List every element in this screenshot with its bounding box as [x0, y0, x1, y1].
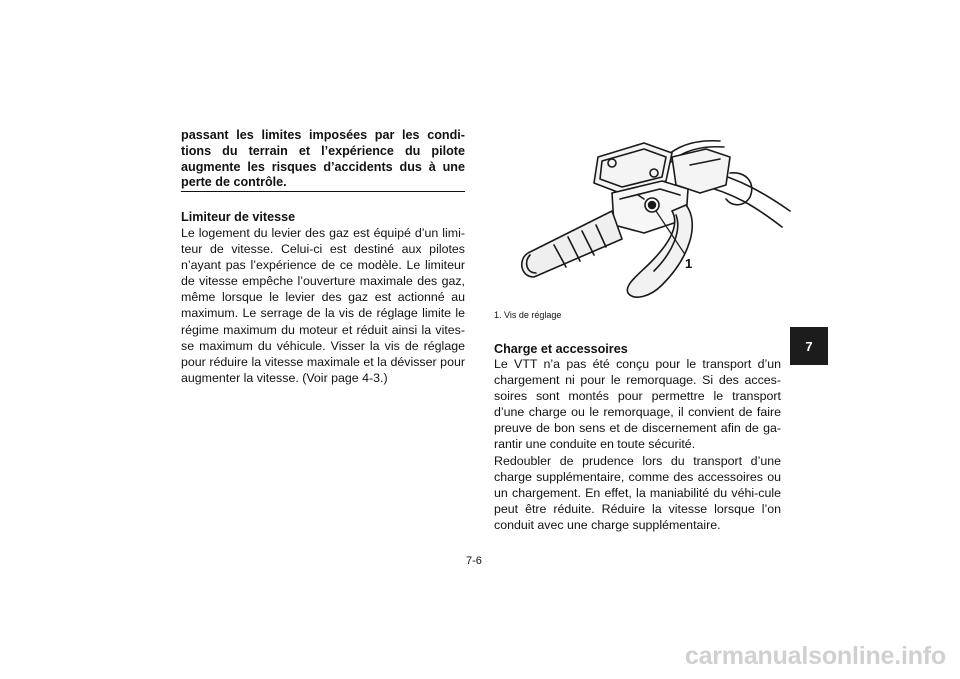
- speed-limiter-body: Le logement du levier des gaz est équipé d’un limi-teur de vitesse. Celui-ci est destiné aux pilotes n’ayant pas l’expérience de ce modèle. Le limiteur de vitesse empêche l’ouverture maximale des gaz, même lorsque le levier des gaz est actionné au maximum. Le serrage de la vis de réglage limite le régime maximum du moteur et réduit ainsi la vites-se maximum du véhicule. Visser la vis de réglage pour réduire la vitesse maximale et la dévisser pour augmenter la vitesse. (Voir page 4-3.): [181, 226, 465, 385]
- throttle-handlebar-illustration: [494, 127, 794, 309]
- cargo-accessories-body: [494, 356, 781, 533]
- warning-text: passant les limites imposées par les condi-tions du terrain et l’expérience du pilote augmente les risques d’accidents dus à une perte de contrôle.: [181, 128, 465, 190]
- cargo-paragraph: Le VTT n’a pas été conçu pour le transport d’un chargement ni pour le remorquage. Si des acces-soires sont montés pour permettre le transport d’une charge ou le remorquage, il convient de faire preuve de bon sens et de discernement afin de ga-rantir une conduite en toute sécurité.: [494, 357, 781, 452]
- warning-divider: [181, 191, 465, 192]
- page-number: 7-6: [466, 555, 482, 567]
- cargo-paragraph: Redoubler de prudence lors du transport d’une charge supplémentaire, comme des accessoires ou un chargement. En effet, la maniabilité du véhi-cule peut être réduite. Réduire la vitesse lorsque l’on conduit avec une charge supplémentaire.: [494, 453, 781, 532]
- watermark: carmanualsonline.info: [684, 642, 946, 670]
- cargo-accessories-title: Charge et accessoires: [494, 342, 628, 356]
- figure-caption: 1. Vis de réglage: [494, 310, 562, 320]
- callout-number-1: 1: [685, 256, 693, 271]
- speed-limiter-title: Limiteur de vitesse: [181, 210, 296, 224]
- chapter-tab: 7: [790, 327, 828, 365]
